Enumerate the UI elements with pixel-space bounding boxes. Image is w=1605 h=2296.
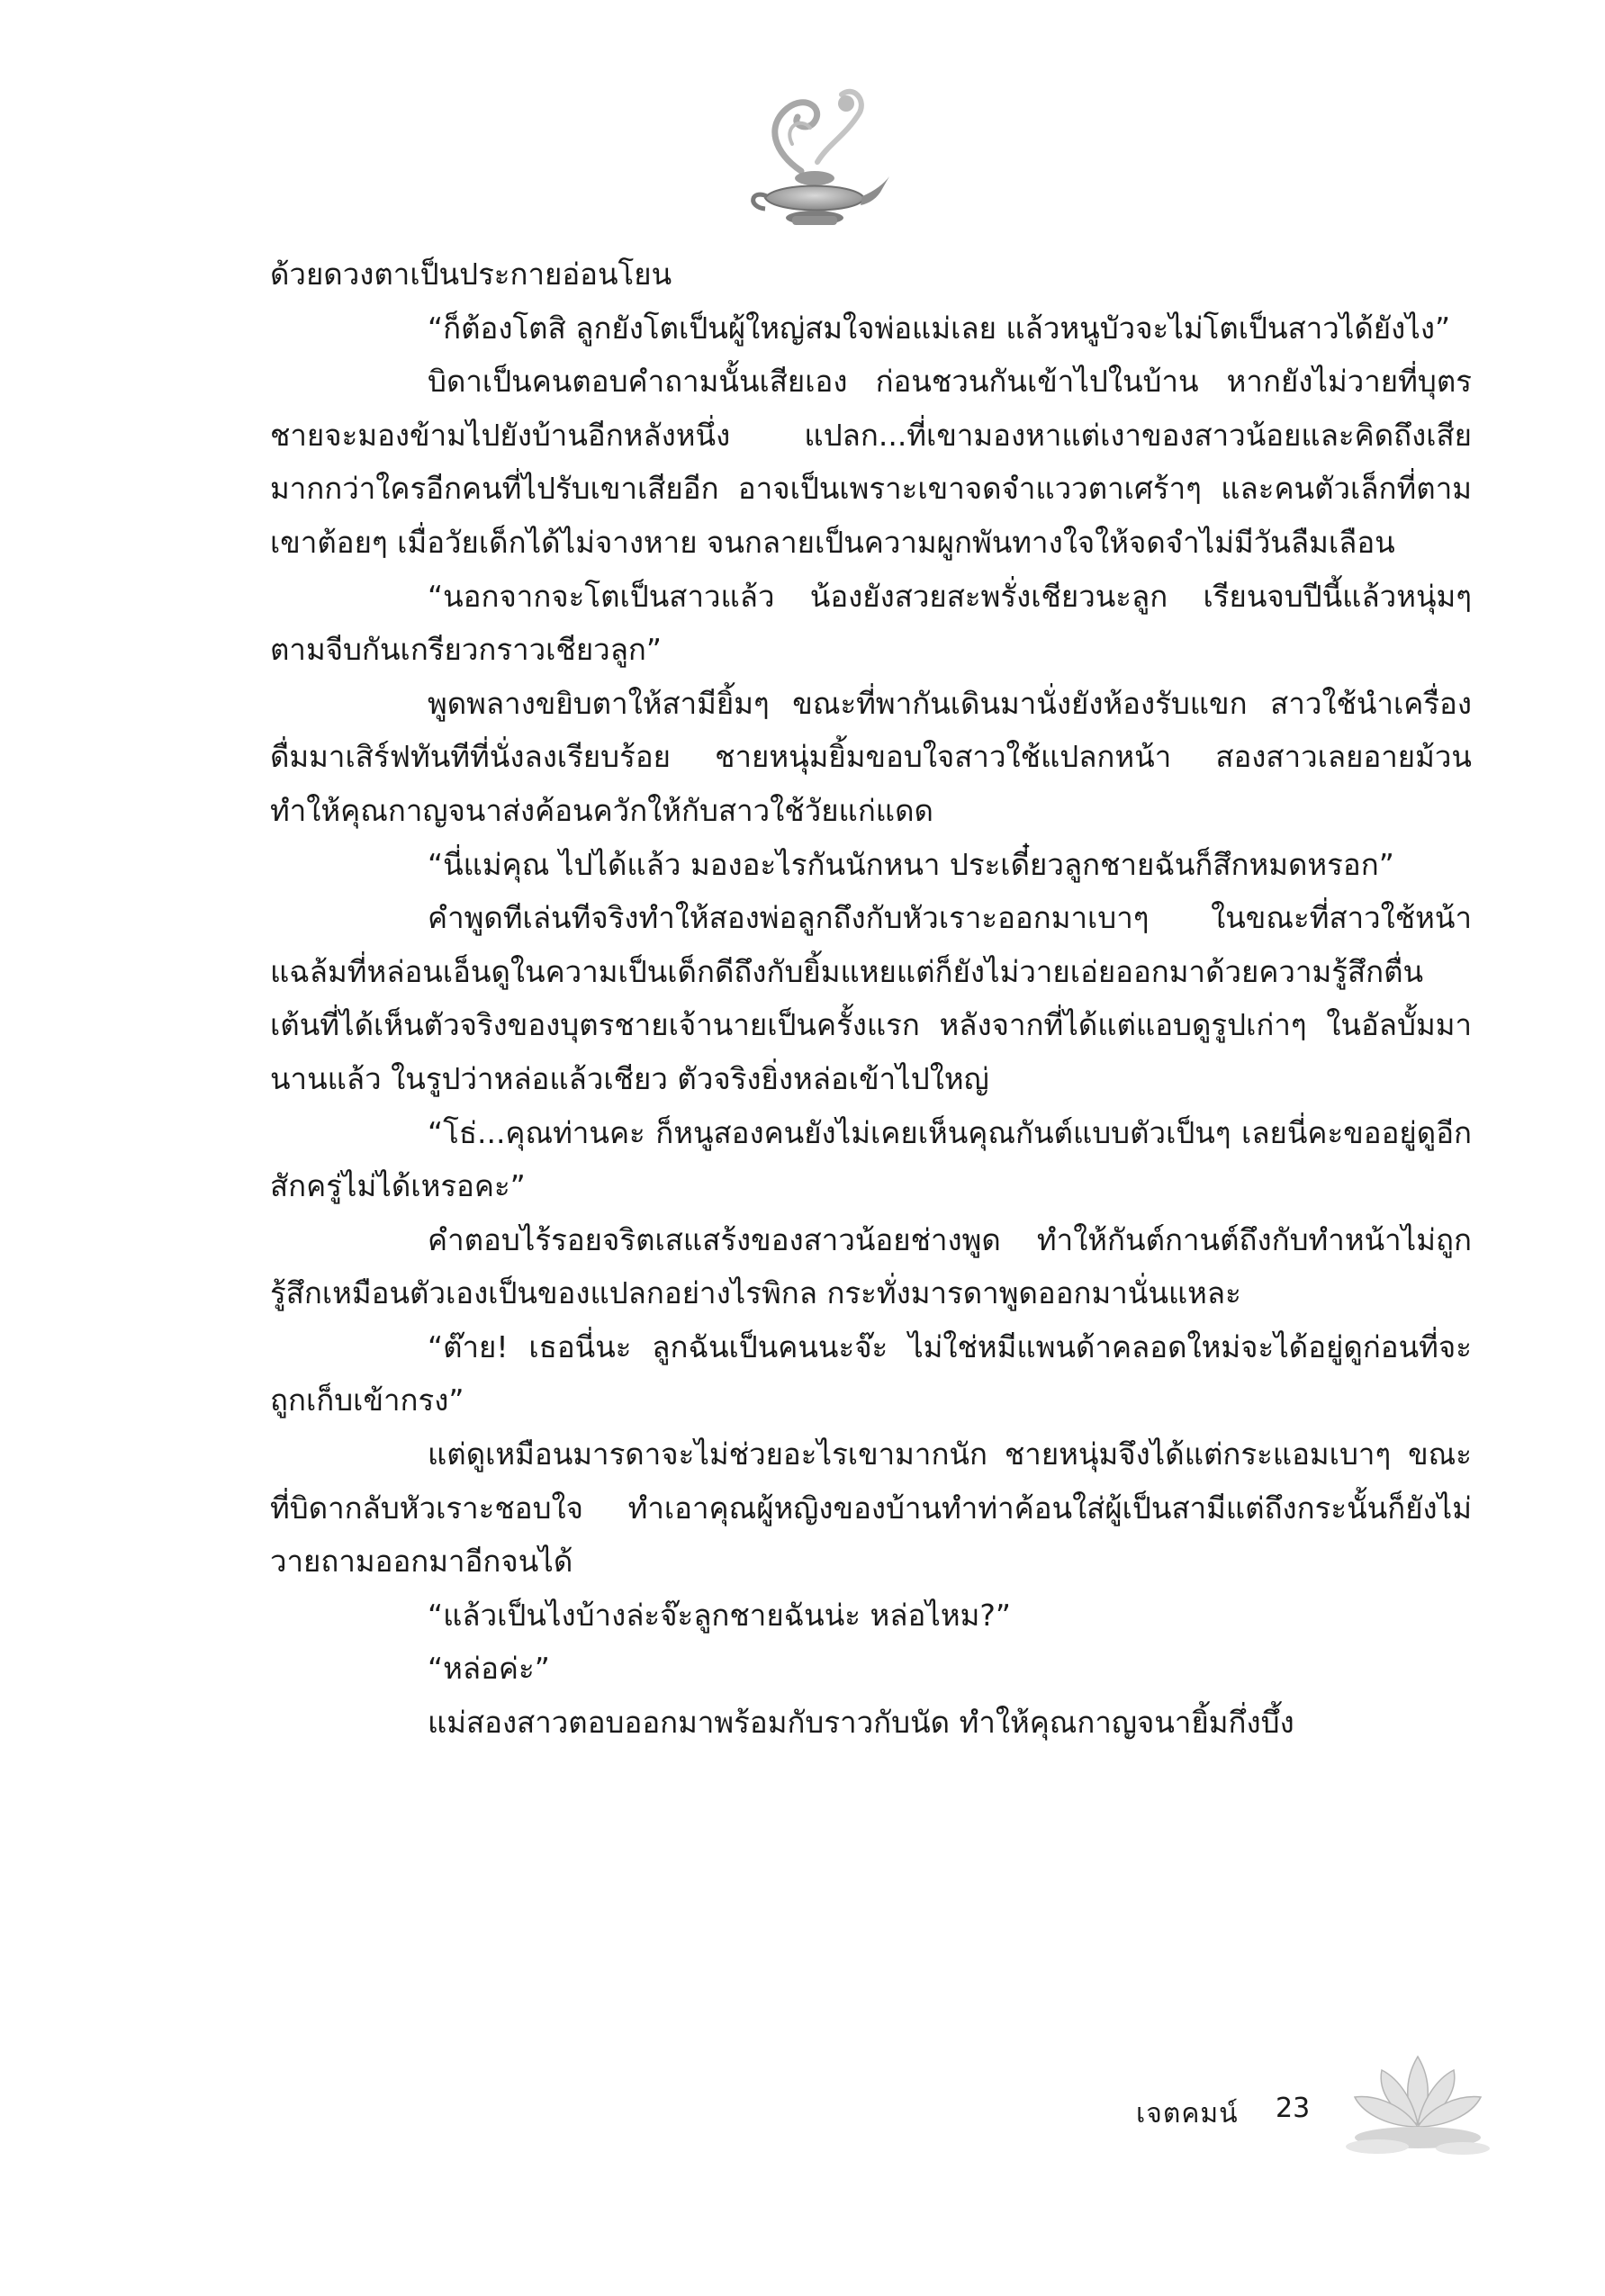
paragraph-14: แม่สองสาวตอบออกมาพร้อมกับราวกับนัด ทำให้คุณกาญจนายิ้มกึ่งบึ้ง [428,1705,1294,1741]
paragraph-11: แต่ดูเหมือนมารดาจะไม่ช่วยอะไรเขามากนัก ชายหนุ่มจึงได้แต่กระแอมเบาๆ ขณะที่บิดากลับหัวเราะชอบใจ ทำเอาคุณผู้หญิงของบ้านทำท่าค้อนใส่ผู้เป็นสามีแต่ถึงกระนั้นก็ยังไม่วายถามออกมาอีกจนได้ [270,1436,1472,1580]
paragraph-13: “หล่อค่ะ” [428,1651,550,1687]
paragraph-7: คำพูดทีเล่นทีจริงทำให้สองพ่อลูกถึงกับหัวเราะออกมาเบาๆ ในขณะที่สาวใช้หน้าแฉล้มที่หล่อนเอ็นดูในความเป็นเด็กดีถึงกับยิ้มแหยแต่ก็ยังไม่วายเอ่ยออกมาด้วยความรู้สึกตื่นเต้นที่ได้เห็นตัวจริงของบุตรชายเจ้านายเป็นครั้งแรก หลังจากที่ได้แต่แอบดูรูปเก่าๆ ในอัลบั้มมานานแล้ว ในรูปว่าหล่อแล้วเชียว ตัวจริงยิ่งหล่อเข้าไปใหญ่ [270,900,1472,1096]
paragraph-3: บิดาเป็นคนตอบคำถามนั้นเสียเอง ก่อนชวนกันเข้าไปในบ้าน หากยังไม่วายที่บุตรชายจะมองข้ามไปยังบ้านอีกหลังหนึ่ง แปลก...ที่เขามองหาแต่เงาของสาวน้อยและคิดถึงเสียมากกว่าใครอีกคนที่ไปรับเขาเสียอีก อาจเป็นเพราะเขาจดจำแววตาเศร้าๆ และคนตัวเล็กที่ตามเขาต้อยๆ เมื่อวัยเด็กได้ไม่จางหาย จนกลายเป็นความผูกพันทางใจให้จดจำไม่มีวันลืมเลือน [270,364,1472,560]
book-title: เจตคมน์ [1136,2098,1239,2129]
paragraph-1: ด้วยดวงตาเป็นประกายอ่อนโยน [270,257,672,292]
paragraph-8: “โธ่...คุณท่านคะ ก็หนูสองคนยังไม่เคยเห็นคุณกันต์แบบตัวเป็นๆ เลยนี่คะขออยู่ดูอีกสักครู่ไม่ได้เหรอคะ” [270,1114,1472,1204]
paragraph-10: “ต๊าย! เธอนี่นะ ลูกฉันเป็นคนนะจ๊ะ ไม่ใช่หมีแพนด้าคลอดใหม่จะได้อยู่ดูก่อนที่จะถูกเก็บเข้ากรง” [270,1328,1472,1418]
paragraph-5: พูดพลางขยิบตาให้สามียิ้มๆ ขณะที่พากันเดินมานั่งยังห้องรับแขก สาวใช้นำเครื่องดื่มมาเสิร์ฟทันทีที่นั่งลงเรียบร้อย ชายหนุ่มยิ้มขอบใจสาวใช้แปลกหน้า สองสาวเลยอายม้วนทำให้คุณกาญจนาส่งค้อนควักให้กับสาวใช้วัยแก่แดด [270,685,1472,828]
lamp-genie-emblem-icon [738,72,891,243]
paragraph-9: คำตอบไร้รอยจริตเสแสร้งของสาวน้อยช่างพูด ทำให้กันต์กานต์ถึงกับทำหน้าไม่ถูก รู้สึกเหมือนตัวเองเป็นของแปลกอย่างไรพิกล กระทั่งมารดาพูดออกมานั่นแหละ [270,1221,1472,1311]
paragraph-4: “นอกจากจะโตเป็นสาวแล้ว น้องยังสวยสะพรั่งเชียวนะลูก เรียนจบปีนี้แล้วหนุ่มๆ ตามจีบกันเกรียวกราวเชียวลูก” [270,578,1472,668]
lotus-flower-icon [1341,2039,1494,2165]
paragraph-6: “นี่แม่คุณ ไปได้แล้ว มองอะไรกันนักหนา ประเดี๋ยวลูกชายฉันก็สึกหมดหรอก” [428,846,1394,882]
page-number: 23 [1276,2093,1311,2124]
paragraph-2: “ก็ต้องโตสิ ลูกยังโตเป็นผู้ใหญ่สมใจพ่อแม่เลย แล้วหนูบัวจะไม่โตเป็นสาวได้ยังไง” [428,310,1451,346]
paragraph-12: “แล้วเป็นไงบ้างล่ะจ๊ะลูกชายฉันน่ะ หล่อไหม?” [428,1597,1011,1633]
body-text [270,248,1472,1750]
